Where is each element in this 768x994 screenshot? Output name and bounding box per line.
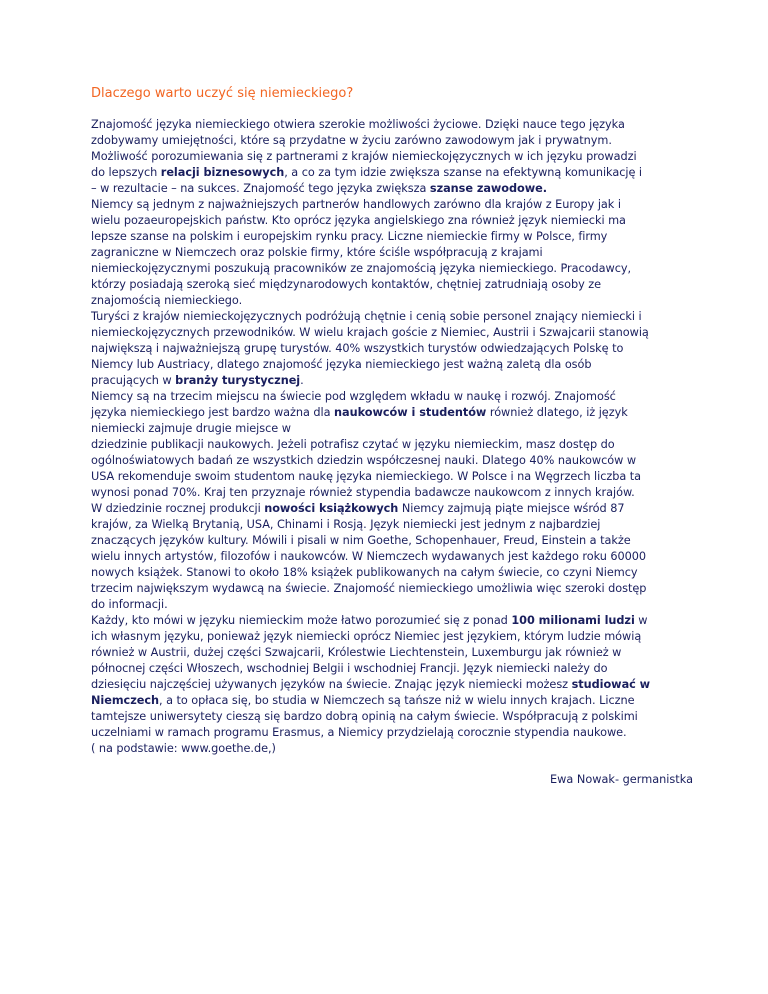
text-run: pracujących w	[91, 374, 176, 387]
text-line	[91, 293, 693, 309]
text-run: zagraniczne w Niemczech oraz polskie firmy, które ściśle współpracują z krajami	[91, 246, 543, 259]
text-run: krajów, za Wielką Brytanią, USA, Chinami i Rosją. Język niemiecki jest jednym z najbardziej	[91, 518, 601, 531]
author-signature: Ewa Nowak- germanistka	[550, 773, 693, 786]
text-run: – w rezultacie – na sukces. Znajomość tego języka zwiększa	[91, 182, 430, 195]
text-run: , a co za tym idzie zwiększa szanse na efektywną komunikację i	[284, 166, 642, 179]
bold-phrase: szanse zawodowe.	[429, 182, 548, 195]
text-run: którzy posiadają szeroką sieć międzynarodowych kontaktów, chętniej zatrudniają osoby ze	[91, 278, 602, 291]
text-run: wielu pozaeuropejskich państw. Kto oprócz języka angielskiego zna również język niemiecki ma	[91, 214, 626, 227]
text-run: języka niemieckiego jest bardzo ważna dla	[91, 406, 335, 419]
text-run: do lepszych	[91, 166, 161, 179]
text-run: również dlatego, iż język	[486, 406, 628, 419]
text-line	[91, 725, 693, 741]
text-line	[91, 357, 693, 373]
text-line	[91, 597, 693, 613]
text-run: Turyści z krajów niemieckojęzycznych podróżują chętnie i cenią sobie personel znający niemiecki i	[91, 310, 642, 323]
text-run: największą i najważniejszą grupę turystów. 40% wszystkich turystów odwiedzających Polskę to	[91, 342, 624, 355]
text-run: .	[300, 374, 304, 387]
text-line	[91, 165, 693, 181]
bold-phrase: Niemczech	[91, 694, 159, 707]
text-run: niemieckojęzycznych przewodników. W wielu krajach goście z Niemiec, Austrii i Szwajcarii stanowią	[91, 326, 649, 339]
text-run: ogólnoświatowych badań ze wszystkich dziedzin współczesnej nauki. Dlatego 40% naukowców w	[91, 454, 637, 467]
text-run: w	[634, 614, 648, 627]
bold-phrase: 100 milionami ludzi	[511, 614, 635, 627]
text-line	[91, 453, 693, 469]
bold-phrase: branży turystycznej	[175, 374, 301, 387]
text-run: Znajomość języka niemieckiego otwiera szerokie możliwości życiowe. Dzięki nauce tego języka	[91, 118, 625, 131]
text-run: uczelniami w ramach programu Erasmus, a Niemicy przydzielają corocznie stypendia naukowe.	[91, 726, 627, 739]
text-run: USA rekomenduje swoim studentom naukę języka niemieckiego. W Polsce i na Węgrzech liczba ta	[91, 470, 642, 483]
text-run: Niemcy lub Austriacy, dlatego znajomość języka niemieckiego jest ważną zaletą dla osób	[91, 358, 592, 371]
document-body	[91, 117, 693, 757]
text-run: Możliwość porozumiewania się z partnerami z krajów niemieckojęzycznych w ich języku prowadzi	[91, 150, 637, 163]
text-run: dziesięciu najczęściej używanych języków na świecie. Znając język niemiecki możesz	[91, 678, 572, 691]
text-run: nowych książek. Stanowi to około 18% książek publikowanych na całym świecie, co czyni Niemcy	[91, 566, 638, 579]
text-line	[91, 261, 693, 277]
text-line	[91, 325, 693, 341]
text-run: wynosi ponad 70%. Kraj ten przyznaje również stypendia badawcze naukowcom z innych krajów.	[91, 486, 635, 499]
text-line	[91, 309, 693, 325]
text-line	[91, 341, 693, 357]
bold-phrase: naukowców i studentów	[334, 406, 487, 419]
text-run: wielu innych artystów, filozofów i naukowców. W Niemczech wydawanych jest każdego roku 60000	[91, 550, 647, 563]
text-line	[91, 709, 693, 725]
text-line	[91, 613, 693, 629]
text-line	[91, 213, 693, 229]
text-line	[91, 501, 693, 517]
text-run: Każdy, kto mówi w języku niemieckim może łatwo porozumieć się z ponad	[91, 614, 512, 627]
text-line	[91, 277, 693, 293]
text-line	[91, 661, 693, 677]
text-run: Niemcy są jednym z najważniejszych partnerów handlowych zarówno dla krajów z Europy jak i	[91, 198, 621, 211]
text-line	[91, 485, 693, 501]
text-run: , a to opłaca się, bo studia w Niemczech są tańsze niż w wielu innych krajach. Liczne	[158, 694, 635, 707]
text-line	[91, 117, 693, 133]
text-run: dziedzinie publikacji naukowych. Jeżeli potrafisz czytać w języku niemieckim, masz dostęp do	[91, 438, 615, 451]
bold-phrase: studiować w	[571, 678, 651, 691]
text-line	[91, 373, 693, 389]
text-line	[91, 677, 693, 693]
document-page	[91, 85, 693, 788]
text-line	[91, 149, 693, 165]
text-run: zdobywamy umiejętności, które są przydatne w życiu zarówno zawodowym jak i prywatnym.	[91, 134, 612, 147]
text-run: tamtejsze uniwersytety cieszą się bardzo dobrą opinią na całym świecie. Współpracują z polskimi	[91, 710, 638, 723]
text-line	[91, 229, 693, 245]
document-title: Dlaczego warto uczyć się niemieckiego?	[91, 86, 354, 101]
text-run: Niemcy zajmują piąte miejsce wśród 87	[398, 502, 625, 515]
text-run: do informacji.	[91, 598, 168, 611]
bold-phrase: nowości książkowych	[264, 502, 399, 515]
text-run: znaczących języków kultury. Mówili i pisali w nim Goethe, Schopenhauer, Freud, Einstein a także	[91, 534, 631, 547]
text-line	[91, 629, 693, 645]
text-line	[91, 533, 693, 549]
text-run: północnej części Włoszech, wschodniej Belgii i wschodniej Francji. Język niemiecki należy do	[91, 662, 608, 675]
text-line	[91, 197, 693, 213]
text-run: znajomością niemieckiego.	[91, 294, 243, 307]
text-run: ( na podstawie: www.goethe.de,)	[91, 742, 276, 755]
text-run: ich własnym języku, ponieważ język niemiecki oprócz Niemiec jest językiem, którym ludzie mówią	[91, 630, 642, 643]
text-line	[91, 741, 693, 757]
text-line	[91, 517, 693, 533]
text-run: lepsze szanse na polskim i europejskim rynku pracy. Liczne niemieckie firmy w Polsce, firmy	[91, 230, 608, 243]
text-line	[91, 469, 693, 485]
text-line	[91, 389, 693, 405]
text-run: niemiecki zajmuje drugie miejsce w	[91, 422, 291, 435]
text-line	[91, 581, 693, 597]
text-line	[91, 245, 693, 261]
text-line	[91, 549, 693, 565]
text-run: trzecim największym wydawcą na świecie. Znajomość niemieckiego umożliwia więc szeroki dostęp	[91, 582, 647, 595]
text-run: również w Austrii, dużej części Szwajcarii, Królestwie Liechtenstein, Luxemburgu jak również w	[91, 646, 622, 659]
text-run: W dziedzinie rocznej produkcji	[91, 502, 265, 515]
text-line	[91, 181, 693, 197]
bold-phrase: relacji biznesowych	[160, 166, 285, 179]
text-run: Niemcy są na trzecim miejscu na świecie pod względem wkładu w naukę i rozwój. Znajomość	[91, 390, 616, 403]
text-line	[91, 405, 693, 421]
text-line	[91, 437, 693, 453]
text-line	[91, 645, 693, 661]
text-line	[91, 421, 693, 437]
text-line	[91, 565, 693, 581]
text-line	[91, 133, 693, 149]
text-line	[91, 693, 693, 709]
text-run: niemieckojęzycznymi poszukują pracowników ze znajomością języka niemieckiego. Pracodawcy,	[91, 262, 632, 275]
